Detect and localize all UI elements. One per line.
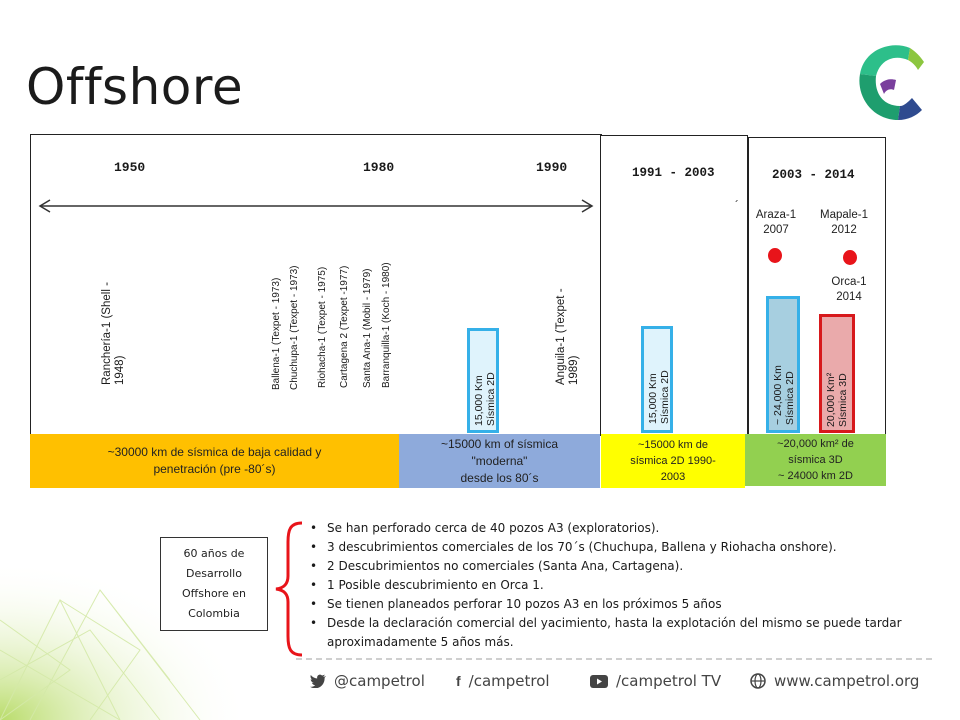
footer-twitter[interactable]: @campetrol bbox=[310, 672, 425, 690]
well-riohacha: Riohacha-1 (Texpet - 1975) bbox=[317, 266, 328, 388]
well-santa-ana: Santa Ana-1 (Mobil - 1979) bbox=[362, 268, 373, 388]
seismic-bar-1: 15,000 Km Sísmica 2D bbox=[467, 328, 499, 433]
info-box: 60 años de Desarrollo Offshore en Colombia bbox=[160, 537, 268, 631]
seismic-bar-4: 20,000 Km² Sísmica 3D bbox=[819, 314, 855, 433]
year-1980: 1980 bbox=[363, 160, 395, 175]
bullet-item: • 2 Descubrimientos no comerciales (Santa Ana, Cartagena). bbox=[308, 557, 928, 576]
bullet-item: • 3 descubrimientos comerciales de los 70´s (Chuchupa, Ballena y Riohacha onshore). bbox=[308, 538, 928, 557]
well-chuchupa: Chuchupa-1 (Texpet - 1973) bbox=[289, 265, 300, 390]
seismic-bar-3: ~ 24,000 Km Sísmica 2D bbox=[766, 296, 800, 433]
campetrol-logo-icon bbox=[850, 40, 926, 126]
well-mapale: Mapale-1 2012 bbox=[820, 209, 868, 236]
well-ballena: Ballena-1 (Texpet - 1973) bbox=[271, 277, 282, 390]
seismic-bar-2: 15,000 Km Sísmica 2D bbox=[641, 326, 673, 433]
well-cartagena: Cartagena 2 (Texpet -1977) bbox=[339, 265, 350, 388]
band-2003-2014: ~20,000 km² de sísmica 3D ~ 24000 km 2D bbox=[745, 434, 886, 486]
period-1991-2003: 1991 - 2003 bbox=[632, 166, 715, 180]
footer-divider bbox=[296, 657, 936, 661]
band-1990-2003: ~15000 km de sísmica 2D 1990- 2003 bbox=[601, 434, 745, 488]
twitter-icon bbox=[310, 674, 326, 688]
well-araza: Araza-1 2007 bbox=[755, 209, 797, 236]
bullet-item: • Se han perforado cerca de 40 pozos A3 (exploratorios). bbox=[308, 519, 928, 538]
discovery-dot-araza bbox=[768, 248, 782, 263]
well-rancheria: Ranchería-1 (Shell - 1948) bbox=[101, 282, 126, 385]
timeline-arrow bbox=[36, 198, 596, 214]
bullet-item: • 1 Posible descubrimiento en Orca 1. bbox=[308, 576, 928, 595]
facebook-icon: f bbox=[456, 673, 461, 689]
discovery-dot-mapale bbox=[843, 250, 857, 265]
bullet-item: • Se tienen planeados perforar 10 pozos A3 en los próximos 5 años bbox=[308, 595, 928, 614]
globe-icon bbox=[750, 673, 766, 689]
red-brace bbox=[272, 520, 306, 658]
well-anguila: Anguila-1 (Texpet - 1989) bbox=[555, 288, 580, 385]
band-pre-80s: ~30000 km de sísmica de baja calidad y penetración (pre -80´s) bbox=[30, 434, 399, 488]
well-barranquilla: Barranquilla-1 (Koch - 1980) bbox=[381, 262, 392, 388]
bullet-list bbox=[308, 519, 928, 652]
footer-web[interactable]: www.campetrol.org bbox=[750, 672, 919, 690]
page-title: Offshore bbox=[26, 58, 244, 116]
timeline-box-1991-2003 bbox=[600, 135, 748, 435]
footer-facebook[interactable]: f /campetrol bbox=[456, 672, 550, 690]
bullet-item: • Desde la declaración comercial del yacimiento, hasta la explotación del mismo se puede tardar aproximadamente 5 años más. bbox=[308, 614, 928, 652]
band-modern-80s: ~15000 km of sísmica "moderna" desde los 80´s bbox=[399, 434, 600, 488]
stray-mark: ´ bbox=[735, 198, 739, 212]
period-2003-2014: 2003 - 2014 bbox=[772, 168, 855, 182]
footer-youtube[interactable]: /campetrol TV bbox=[590, 672, 721, 690]
year-1950: 1950 bbox=[114, 160, 146, 175]
well-orca: Orca-1 2014 bbox=[831, 276, 867, 303]
youtube-icon bbox=[590, 675, 608, 688]
year-1990: 1990 bbox=[536, 160, 568, 175]
